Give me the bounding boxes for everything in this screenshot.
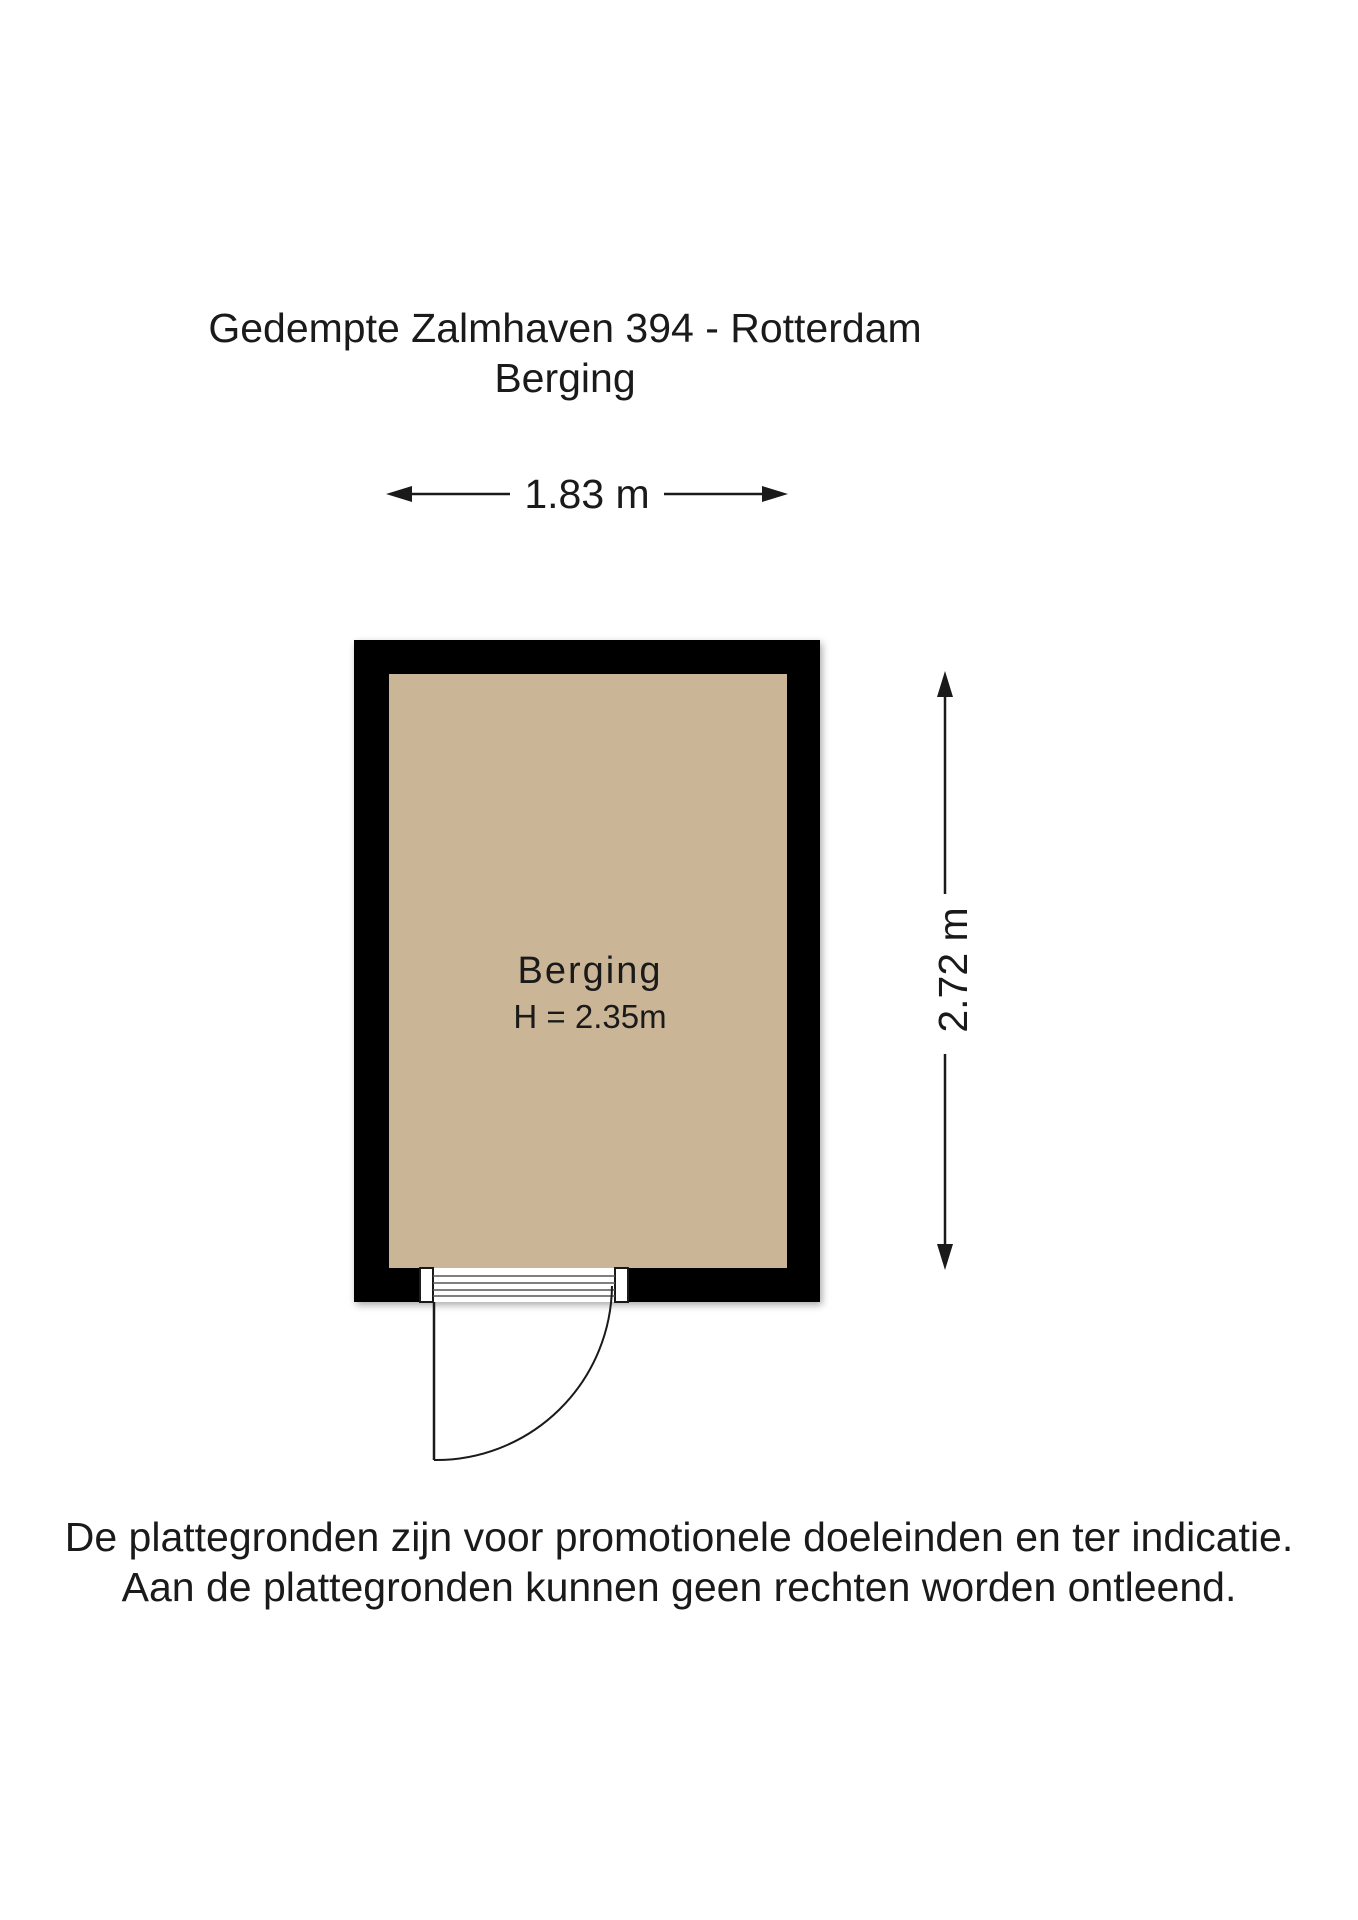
arrow-left-icon <box>386 486 412 502</box>
height-dimension-label: 2.72 m <box>931 900 975 1040</box>
door-arc <box>434 1286 612 1460</box>
floor-title: Berging <box>494 355 636 401</box>
disclaimer <box>0 1512 1358 1612</box>
disclaimer-line-2: Aan de plattegronden kunnen geen rechten worden ontleend. <box>121 1564 1237 1610</box>
disclaimer-line-1: De plattegronden zijn voor promotionele doeleinden en ter indicatie. <box>64 1514 1294 1560</box>
room-name: Berging <box>517 950 663 992</box>
room-label <box>440 948 740 1040</box>
address-title: Gedempte Zalmhaven 394 - Rotterdam <box>208 305 922 351</box>
arrow-down-icon <box>937 1244 953 1270</box>
width-dimension-label: 1.83 m <box>512 472 662 516</box>
arrow-right-icon <box>762 486 788 502</box>
room-ceiling-height: H = 2.35m <box>513 998 667 1035</box>
arrow-up-icon <box>937 671 953 697</box>
door-opening <box>420 1268 628 1302</box>
door-swing <box>434 1286 612 1460</box>
